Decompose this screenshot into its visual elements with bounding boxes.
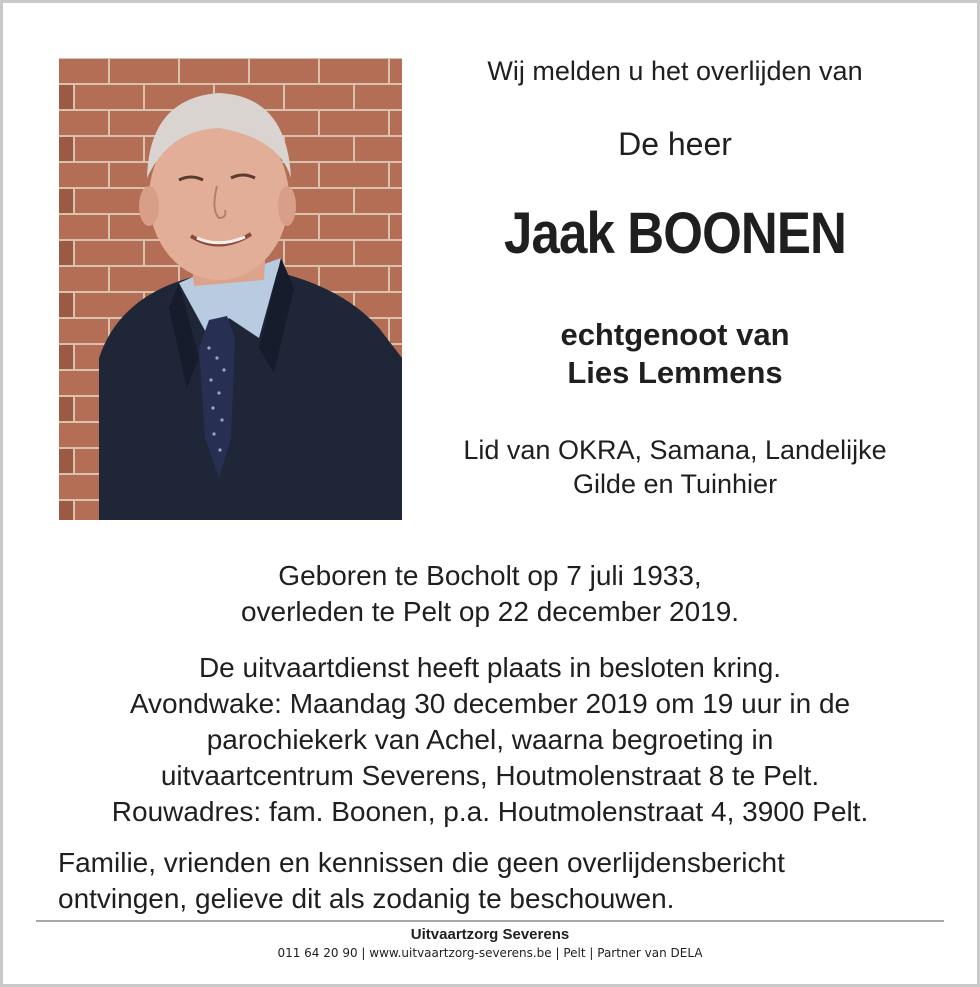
- service-line-3: parochiekerk van Achel, waarna begroeting in: [206, 724, 774, 755]
- service-line-4: uitvaartcentrum Severens, Houtmolenstraat 8 te Pelt.: [160, 760, 820, 791]
- portrait-photo: [59, 58, 402, 520]
- family-note-line-1: Familie, vrienden en kennissen die geen overlijdensbericht: [58, 847, 785, 878]
- family-note-line-2: ontvingen, gelieve dit als zodanig te beschouwen.: [58, 883, 675, 914]
- membership-line-1: Lid van OKRA, Samana, Landelijke: [463, 435, 887, 465]
- death-line: overleden te Pelt op 22 december 2019.: [240, 596, 740, 627]
- deceased-name: Jaak BOONEN: [503, 201, 847, 266]
- funeral-home-contact: 011 64 20 90 | www.uitvaartzorg-severens.be | Pelt | Partner van DELA: [277, 946, 703, 960]
- funeral-home-name: Uitvaartzorg Severens: [410, 926, 570, 943]
- service-line-5: Rouwadres: fam. Boonen, p.a. Houtmolenstraat 4, 3900 Pelt.: [111, 796, 869, 827]
- dates-block: [0, 558, 980, 630]
- spouse-block: [420, 316, 930, 392]
- spouse-line-2: Lies Lemmens: [567, 355, 783, 390]
- family-note: [58, 845, 785, 917]
- birth-line: Geboren te Bocholt op 7 juli 1933,: [278, 560, 702, 591]
- honorific-title: De heer: [618, 126, 732, 162]
- service-line-1: De uitvaartdienst heeft plaats in besloten kring.: [198, 652, 782, 683]
- service-block: [0, 650, 980, 830]
- membership-block: [420, 433, 930, 501]
- service-line-2: Avondwake: Maandag 30 december 2019 om 19 uur in de: [129, 688, 851, 719]
- footer-divider: [36, 920, 944, 922]
- membership-line-2: Gilde en Tuinhier: [572, 469, 778, 499]
- intro-text: Wij melden u het overlijden van: [487, 56, 863, 86]
- spouse-line-1: echtgenoot van: [560, 317, 790, 352]
